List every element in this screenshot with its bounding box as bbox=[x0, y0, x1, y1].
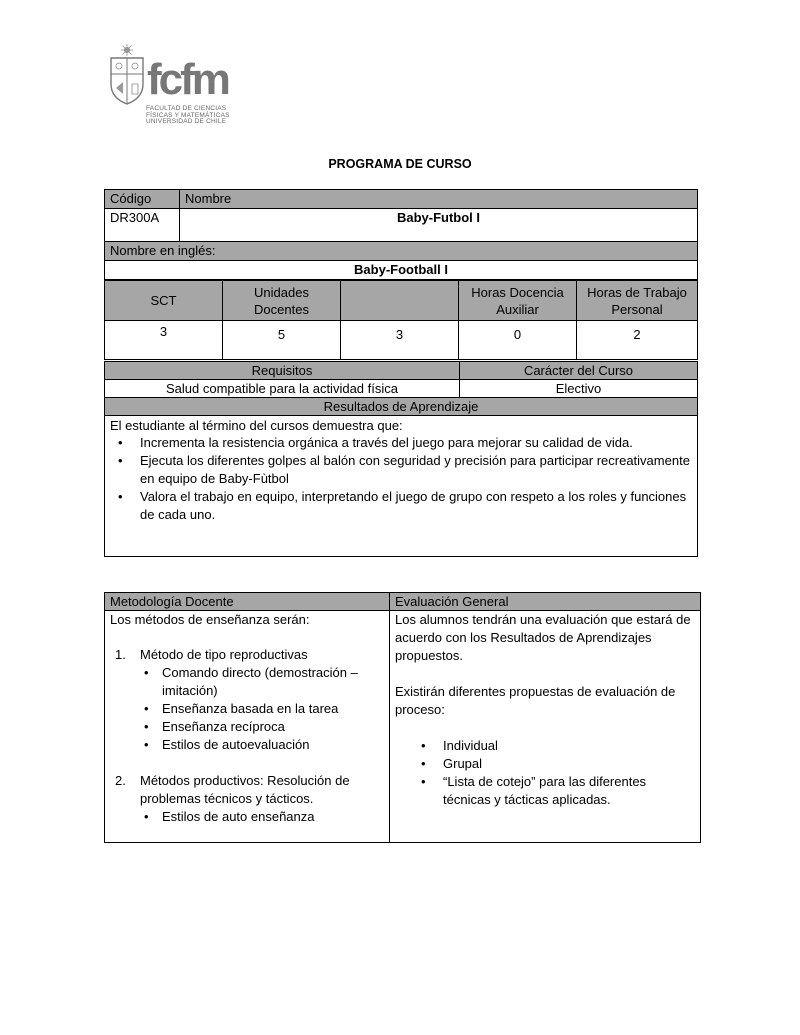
method-item: • Enseñanza recíproca bbox=[162, 718, 384, 736]
logo-caption bbox=[146, 106, 230, 126]
methodology-list bbox=[110, 646, 384, 826]
outcome-item: • Valora el trabajo en equipo, interpretando el juego de grupo con respeto a los roles y funciones de cada uno. bbox=[140, 488, 692, 524]
method-item: • Enseñanza basada en la tarea bbox=[162, 700, 384, 718]
method-item: • Comando directo (demostración – imitación) bbox=[162, 664, 384, 700]
method-group bbox=[115, 646, 384, 772]
logo-wordmark: fcfm bbox=[147, 55, 228, 104]
units-table bbox=[104, 280, 698, 360]
blank-value: 3 bbox=[341, 321, 459, 360]
units-value: 5 bbox=[223, 321, 341, 360]
method-group bbox=[115, 772, 384, 826]
page-title: PROGRAMA DE CURSO bbox=[328, 157, 472, 171]
code-header: Código bbox=[105, 190, 180, 209]
character-header: Carácter del Curso bbox=[460, 362, 698, 380]
english-name: Baby-Football I bbox=[105, 261, 698, 280]
method-item: • Estilos de autoevaluación bbox=[162, 736, 384, 754]
course-name: Baby-Futbol I bbox=[180, 209, 698, 242]
blank-header bbox=[341, 281, 459, 321]
course-info-table bbox=[104, 189, 698, 280]
methodology-header: Metodología Docente bbox=[105, 593, 390, 611]
methodology-cell bbox=[105, 611, 390, 843]
method-item: • Estilos de auto enseñanza bbox=[162, 808, 384, 826]
methodology-intro: Los métodos de enseñanza serán: bbox=[110, 612, 310, 627]
evaluation-header: Evaluación General bbox=[390, 593, 701, 611]
outcome-item: • Ejecuta los diferentes golpes al balón con seguridad y precisión para participar recreativamente en equipo de Baby-Fùtbol bbox=[140, 452, 692, 488]
requirements-value: Salud compatible para la actividad física bbox=[105, 380, 460, 398]
method-title: Métodos productivos: Resolución de problemas técnicos y tácticos. bbox=[140, 773, 350, 806]
sct-header: SCT bbox=[105, 281, 223, 321]
course-code: DR300A bbox=[105, 209, 180, 242]
method-items bbox=[140, 664, 384, 754]
outcomes-cell bbox=[105, 416, 698, 557]
evaluation-paragraph-2: Existirán diferentes propuestas de evaluación de proceso: bbox=[395, 684, 676, 717]
evaluation-item: • Grupal bbox=[443, 755, 695, 773]
evaluation-cell bbox=[390, 611, 701, 843]
english-name-header: Nombre en inglés: bbox=[105, 242, 698, 261]
outcomes-intro: El estudiante al término del cursos demuestra que: bbox=[110, 418, 403, 433]
methodology-table bbox=[104, 592, 701, 843]
outcomes-header: Resultados de Aprendizaje bbox=[105, 398, 698, 416]
outcomes-list bbox=[110, 434, 692, 524]
personal-hours-header: Horas de Trabajo Personal bbox=[577, 281, 698, 321]
logo-line-1: FACULTAD DE CIENCIAS bbox=[146, 105, 227, 112]
method-number: 2. bbox=[115, 773, 126, 788]
outcome-item: • Incrementa la resistencia orgánica a través del juego para mejorar su calidad de vida. bbox=[140, 434, 692, 452]
aux-hours-value: 0 bbox=[459, 321, 577, 360]
evaluation-paragraph-1: Los alumnos tendrán una evaluación que estará de acuerdo con los Resultados de Aprendizajes propuestos. bbox=[395, 612, 691, 663]
evaluation-item: • “Lista de cotejo” para las diferentes técnicas y tácticas aplicadas. bbox=[443, 773, 695, 809]
aux-hours-header: Horas Docencia Auxiliar bbox=[459, 281, 577, 321]
method-items bbox=[140, 808, 384, 826]
logo-line-3: UNIVERSIDAD DE CHILE bbox=[146, 118, 227, 126]
method-title: Método de tipo reproductivas bbox=[140, 647, 308, 662]
units-header: Unidades Docentes bbox=[223, 281, 341, 321]
seal-icon bbox=[111, 44, 143, 104]
method-number: 1. bbox=[115, 647, 126, 662]
name-header: Nombre bbox=[180, 190, 698, 209]
character-value: Electivo bbox=[460, 380, 698, 398]
sct-value: 3 bbox=[105, 321, 223, 360]
evaluation-item: • Individual bbox=[443, 737, 695, 755]
logo-line-2: FÍSICAS Y MATEMÁTICAS bbox=[146, 111, 230, 119]
evaluation-list bbox=[395, 737, 695, 809]
personal-hours-value: 2 bbox=[577, 321, 698, 360]
requirements-table bbox=[104, 361, 698, 557]
requirements-header: Requisitos bbox=[105, 362, 460, 380]
